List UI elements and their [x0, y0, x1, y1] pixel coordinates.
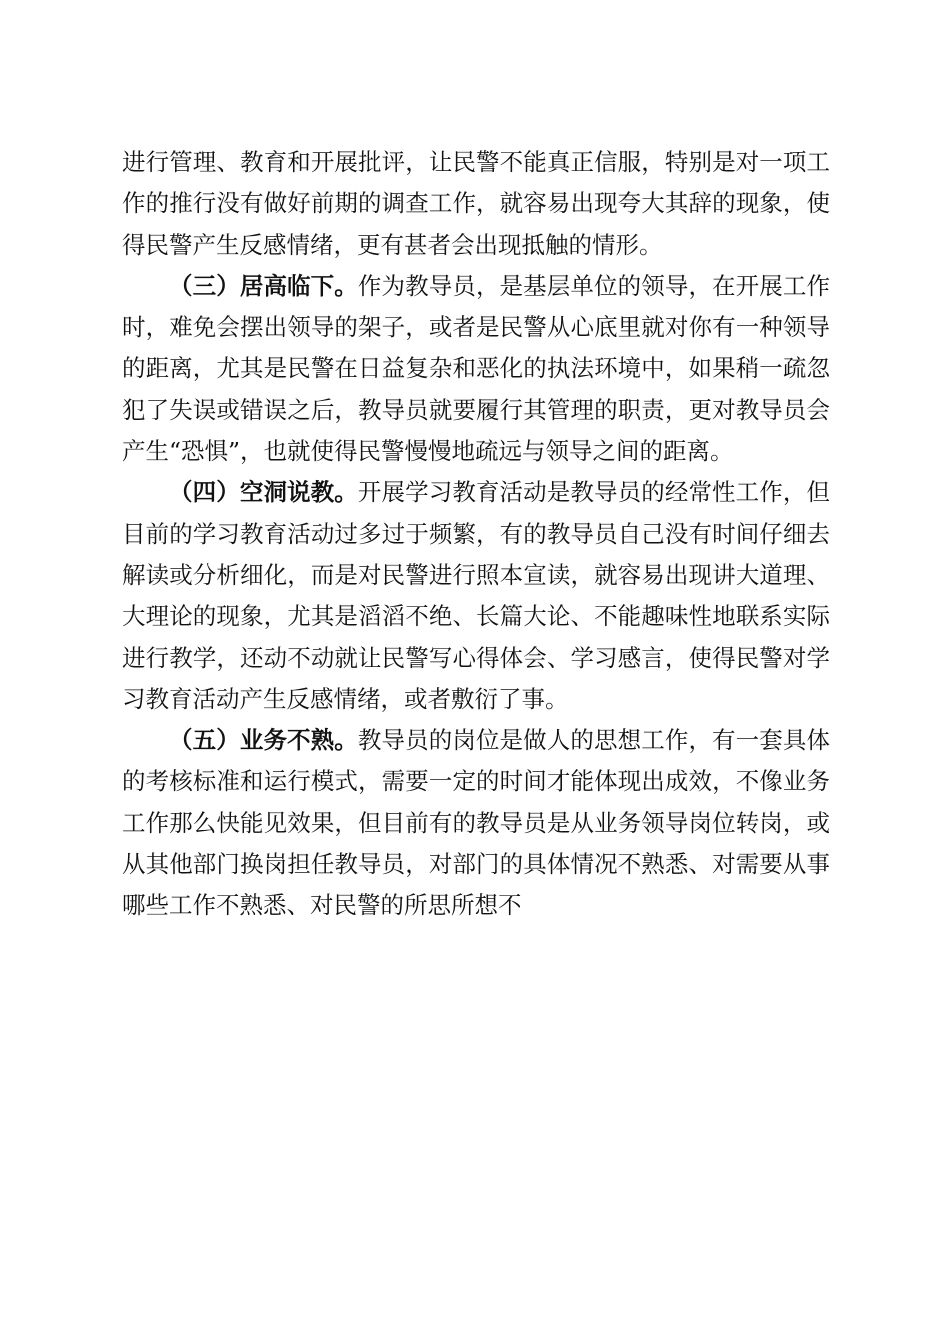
section-heading: （三）居高临下。	[169, 271, 358, 300]
document-body	[122, 142, 830, 927]
paragraph-section-4	[122, 472, 830, 720]
section-heading: （五）业务不熟。	[169, 726, 358, 755]
section-heading: （四）空洞说教。	[169, 478, 358, 507]
paragraph-body: 教导员的岗位是做人的思想工作，有一套具体的考核标准和运行模式，需要一定的时间才能体现出成效，不像业务工作那么快能见效果，但目前有的教导员是从业务领导岗位转岗，或从其他部门换岗担任教导员，对部门的具体情况不熟悉、对需要从事哪些工作不熟悉、对民警的所思所想不	[122, 726, 831, 920]
paragraph-section-5	[122, 720, 830, 926]
paragraph-section-3	[122, 266, 830, 472]
paragraph-continuation	[122, 142, 830, 266]
paragraph-body: 进行管理、教育和开展批评，让民警不能真正信服，特别是对一项工作的推行没有做好前期的调查工作，就容易出现夸大其辞的现象，使得民警产生反感情绪，更有甚者会出现抵触的情形。	[122, 148, 830, 259]
paragraph-body: 作为教导员，是基层单位的领导，在开展工作时，难免会摆出领导的架子，或者是民警从心底里就对你有一种领导的距离，尤其是民警在日益复杂和恶化的执法环境中，如果稍一疏忽犯了失误或错误之后，教导员就要履行其管理的职责，更对教导员会产生“恐惧”，也就使得民警慢慢地疏远与领导之间的距离。	[122, 271, 831, 466]
paragraph-body: 开展学习教育活动是教导员的经常性工作，但目前的学习教育活动过多过于频繁，有的教导员自己没有时间仔细去解读或分析细化，而是对民警进行照本宣读，就容易出现讲大道理、大理论的现象，尤其是滔滔不绝、长篇大论、不能趣味性地联系实际进行教学，还动不动就让民警写心得体会、学习感言，使得民警对学习教育活动产生反感情绪，或者敷衍了事。	[122, 478, 831, 713]
